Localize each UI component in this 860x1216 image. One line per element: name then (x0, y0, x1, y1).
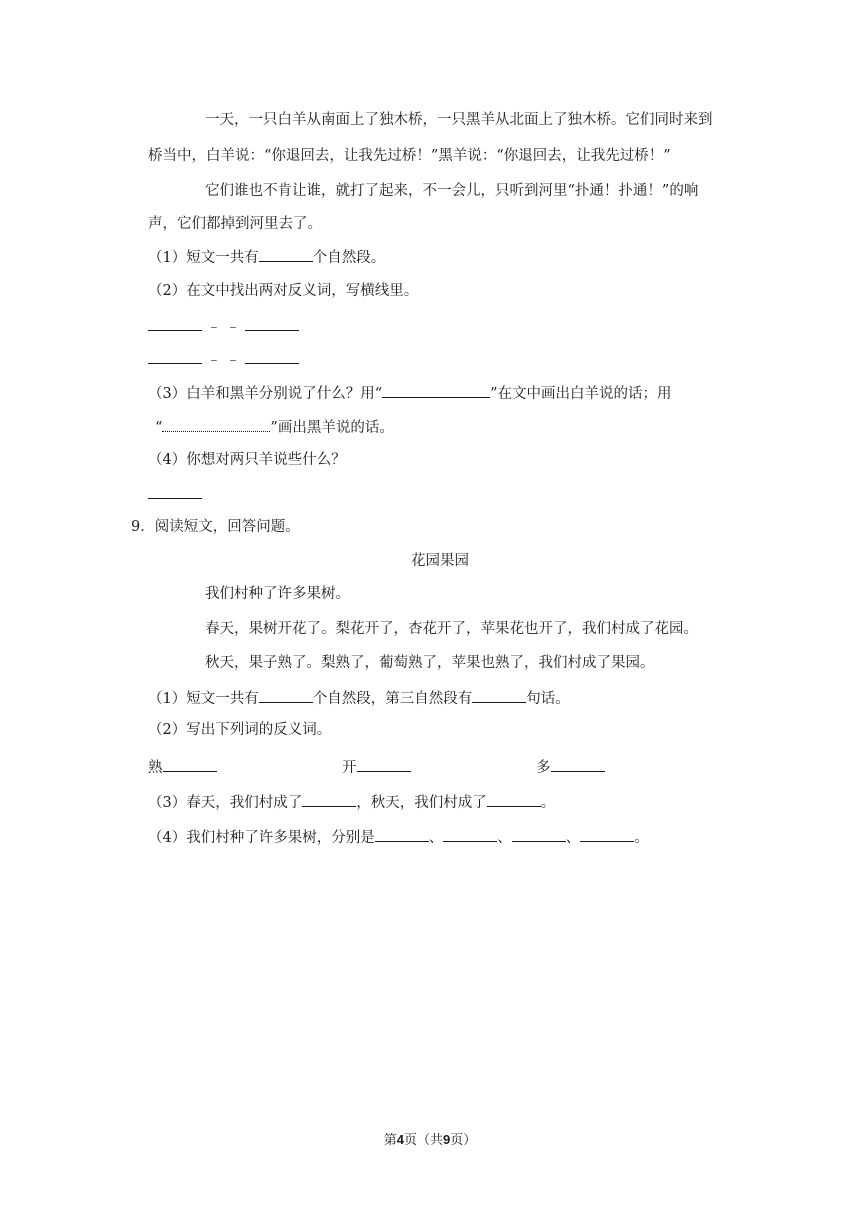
antonym-word-1 (148, 756, 217, 778)
word-label: 开 (342, 760, 357, 776)
page-number: 4 (396, 1132, 404, 1147)
answer-blank[interactable] (551, 756, 605, 772)
footer-prefix: 第 (383, 1133, 397, 1148)
q9-item-1-b: 个自然段，第三自然段有 (312, 691, 473, 707)
answer-blank[interactable] (472, 687, 526, 703)
answer-blank[interactable] (487, 791, 541, 807)
quote-open: “ (155, 420, 163, 436)
list-separator: 、 (497, 830, 512, 846)
passage1-p1-line1: 一天，一只白羊从南面上了独木桥，一只黑羊从北面上了独木桥。它们同时来到 (205, 112, 713, 128)
q8-item-3-line2 (155, 416, 394, 438)
q8-item-1 (148, 246, 385, 268)
page-total: 9 (443, 1132, 451, 1147)
answer-blank[interactable] (148, 348, 202, 364)
page-footer (0, 1129, 860, 1148)
q9-title: 花园果园 (411, 553, 469, 569)
q8-item-3-prefix: （3）白羊和黑羊分别说了什么？用“ (148, 386, 383, 402)
antonym-word-2 (342, 756, 411, 778)
q8-item-1-prefix: （1）短文一共有 (148, 250, 259, 266)
answer-blank[interactable] (443, 826, 497, 842)
q9-item-1-c: 句话。 (526, 691, 570, 707)
answer-blank[interactable] (375, 826, 429, 842)
list-separator: 、 (428, 830, 444, 846)
answer-blank[interactable] (148, 483, 202, 499)
antonym-word-3 (536, 756, 605, 778)
passage1-p2-line1: 它们谁也不肯让谁，就打了起来，不一会儿，只听到河里“扑通！扑通！”的响 (205, 183, 699, 199)
answer-blank[interactable] (245, 348, 299, 364)
antonym-pair-1 (148, 315, 299, 337)
answer-blank[interactable] (357, 756, 411, 772)
answer-blank[interactable] (259, 246, 313, 262)
antonym-pair-2 (148, 348, 299, 370)
q8-item-4-answer (148, 483, 202, 505)
passage1-p2-line2: 声，它们都掉到河里去了。 (148, 216, 322, 232)
answer-blank[interactable] (302, 791, 356, 807)
q8-item-3-middle: ”在文中画出白羊说的话；用 (490, 386, 672, 402)
q9-paragraph-3: 秋天，果子熟了。梨熟了，葡萄熟了，苹果也熟了，我们村成了果园。 (205, 655, 655, 671)
answer-blank[interactable] (162, 416, 270, 432)
pair-separator: ﹣ ﹣ (202, 352, 245, 368)
answer-blank[interactable] (163, 756, 217, 772)
answer-blank[interactable] (259, 687, 313, 703)
q9-item-1-a: （1）短文一共有 (148, 691, 259, 707)
footer-suffix: 页） (450, 1133, 477, 1148)
q8-item-3-suffix: ”画出黑羊说的话。 (270, 420, 394, 436)
footer-middle: 页（共 (403, 1133, 443, 1148)
q8-item-4: （4）你想对两只羊说些什么？ (148, 452, 346, 468)
answer-blank[interactable] (148, 315, 202, 331)
q8-item-1-suffix: 个自然段。 (312, 250, 386, 266)
q9-item-4 (148, 826, 649, 848)
q9-item-2: （2）写出下列词的反义词。 (148, 722, 332, 738)
q9-item-1 (148, 687, 570, 709)
answer-blank[interactable] (512, 826, 566, 842)
q9-paragraph-2: 春天，果树开花了。梨花开了，杏花开了，苹果花也开了，我们村成了花园。 (205, 621, 698, 637)
word-label: 熟 (148, 760, 163, 776)
q9-header: 9．阅读短文，回答问题。 (131, 519, 300, 535)
word-label: 多 (536, 760, 551, 776)
answer-blank[interactable] (245, 315, 299, 331)
q9-item-3 (148, 791, 555, 813)
passage1-p1-line2: 桥当中，白羊说：“你退回去，让我先过桥！”黑羊说：“你退回去，让我先过桥！” (148, 148, 671, 164)
q8-item-2: （2）在文中找出两对反义词，写横线里。 (148, 283, 419, 299)
answer-blank[interactable] (382, 382, 490, 398)
q9-item-3-c: 。 (540, 795, 556, 811)
q9-item-3-a: （3）春天，我们村成了 (148, 795, 303, 811)
q9-paragraph-1: 我们村种了许多果树。 (205, 586, 350, 602)
list-separator: 、 (565, 830, 581, 846)
answer-blank[interactable] (580, 826, 634, 842)
pair-separator: ﹣ ﹣ (202, 319, 245, 335)
q9-item-4-a: （4）我们村种了许多果树，分别是 (148, 830, 375, 846)
q8-item-3-line1 (148, 382, 672, 404)
q9-item-3-b: ，秋天，我们村成了 (356, 795, 487, 811)
list-end: 。 (634, 830, 649, 846)
